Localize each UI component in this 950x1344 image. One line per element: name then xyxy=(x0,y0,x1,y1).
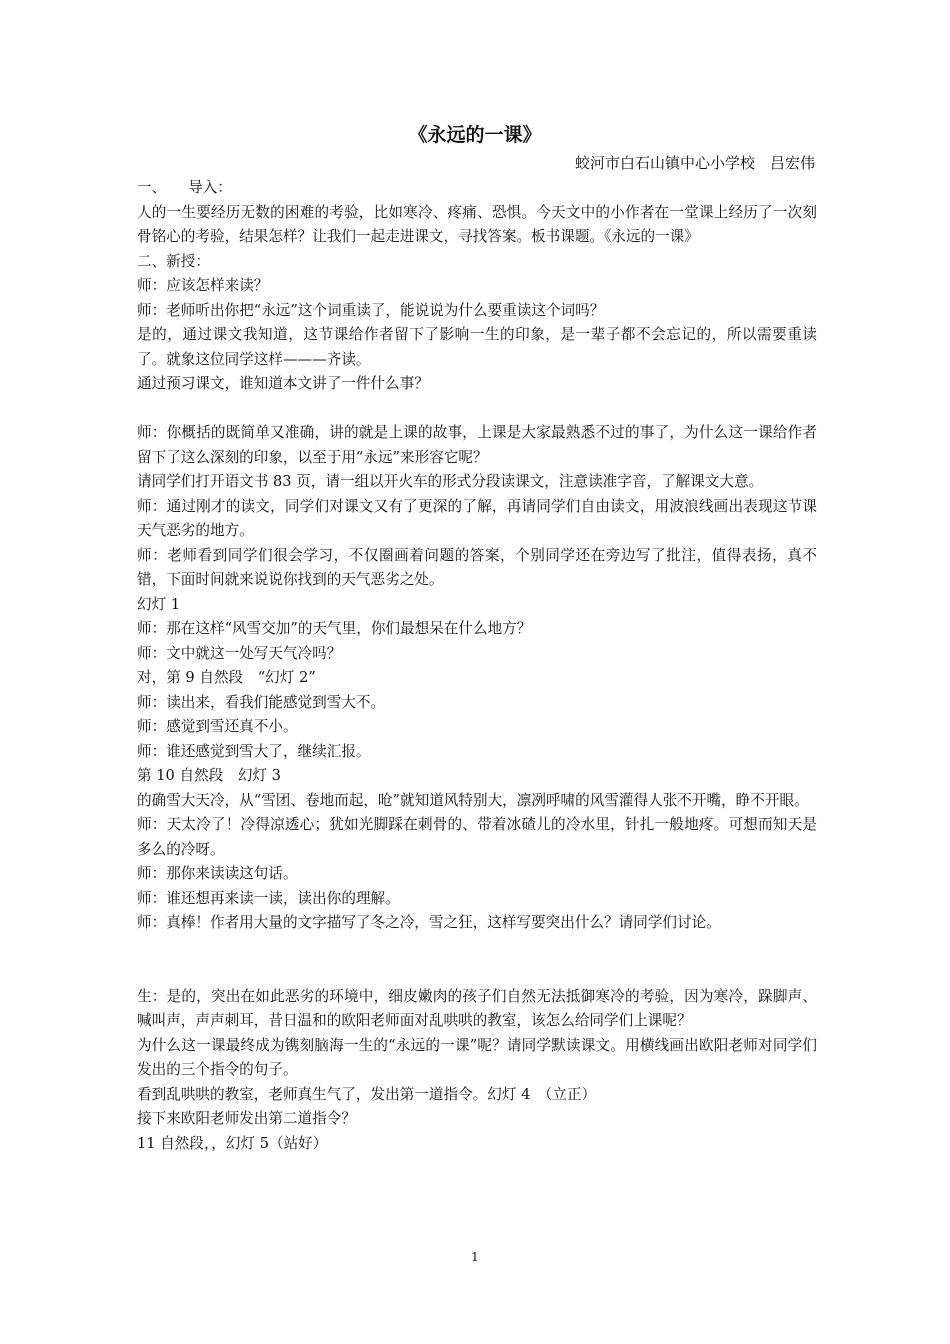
paragraph: 师：应该怎样来读？ xyxy=(137,277,269,294)
paragraph: 人的一生要经历无数的困难的考验，比如寒冷、疼痛、恐惧。今天文中的小作者在一堂课上经历了一次刻骨铭心的考验，结果怎样？让我们一起走进课文，寻找答案。板书课题。《永远的一课》 xyxy=(137,203,817,245)
blank-line xyxy=(137,397,817,422)
document-title: 《永远的一课》 xyxy=(408,124,542,146)
paragraph: 师：谁还感觉到雪大了，继续汇报。 xyxy=(137,742,371,760)
paragraph: 师：那你来读读这句话。 xyxy=(137,865,298,882)
paragraph: 接下来欧阳老师发出第二道指令？ xyxy=(137,1110,356,1127)
page-number: 1 xyxy=(471,1250,479,1264)
paragraph: 的确雪大天冷，从“雪团、卷地而起，呛”就知道风特别大，凛冽呼啸的风雪灌得人张不开嘴，睁不开眼。 xyxy=(137,791,809,809)
paragraph: 师：那在这样“风雪交加”的天气里，你们最想呆在什么地方？ xyxy=(137,620,532,637)
paragraph: 师：通过刚才的读文，同学们对课文又有了更深的了解，再请同学们自由读文，用波浪线画出表现这节课天气恶劣的地方。 xyxy=(137,497,817,539)
document-body xyxy=(137,176,817,1156)
paragraph: 师：文中就这一处写天气冷吗？ xyxy=(137,644,342,662)
paragraph: 师：谁还想再来读一读，读出你的理解。 xyxy=(137,889,400,907)
paragraph: 为什么这一课最终成为镌刻脑海一生的“永远的一课”呢？请同学默读课文。用横线画出欧阳老师对同学们发出的三个指令的句子。 xyxy=(137,1036,817,1078)
paragraph: 幻灯 1 xyxy=(137,595,181,613)
paragraph: 看到乱哄哄的教室，老师真生气了，发出第一道指令。幻灯 4 （立正） xyxy=(137,1085,597,1103)
paragraph: 11 自然段，，幻灯 5（站好） xyxy=(137,1134,328,1152)
blank-lines xyxy=(137,936,817,985)
paragraph: 对，第 9 自然段 “幻灯 2” xyxy=(137,669,316,686)
paragraph: 师：天太冷了！冷得凉透心；犹如光脚踩在刺骨的、带着冰碴儿的冷水里，针扎一般地疼。可想而知天是多么的冷呀。 xyxy=(137,816,817,858)
paragraph: 师：读出来，看我们能感觉到雪大不。 xyxy=(137,693,386,711)
paragraph: 请同学们打开语文书 83 页，请一组以开火车的形式分段读课文，注意读准字音，了解课文大意。 xyxy=(137,473,764,490)
section-heading-intro: 一、 导入： xyxy=(137,179,232,196)
paragraph: 师：真棒！作者用大量的文字描写了冬之冷，雪之狂，这样写要突出什么？请同学们讨论。 xyxy=(137,914,721,931)
paragraph: 师：你概括的既简单又准确，讲的就是上课的故事，上课是大家最熟悉不过的事了，为什么这一课给作者留下了这么深刻的印象，以至于用“永远”来形容它呢？ xyxy=(137,424,817,466)
paragraph: 师：感觉到雪还真不小。 xyxy=(137,718,298,735)
paragraph: 第 10 自然段 幻灯 3 xyxy=(137,767,281,784)
paragraph: 生：是的，突出在如此恶劣的环境中，细皮嫩肉的孩子们自然无法抵御寒冷的考验，因为寒冷，跺脚声、喊叫声，声声刺耳，昔日温和的欧阳老师面对乱哄哄的教室，该怎么给同学们上课呢？ xyxy=(137,987,817,1029)
paragraph: 是的，通过课文我知道，这节课给作者留下了影响一生的印象，是一辈子都不会忘记的，所以需要重读了。就象这位同学这样———齐读。 xyxy=(137,326,817,368)
paragraph: 通过预习课文，谁知道本文讲了一件什么事？ xyxy=(137,375,429,392)
paragraph: 师：老师看到同学们很会学习，不仅圈画着问题的答案，个别同学还在旁边写了批注，值得表扬，真不错，下面时间就来说说你找到的天气恶劣之处。 xyxy=(137,546,817,588)
section-heading-new-lesson: 二、新授： xyxy=(137,252,210,270)
author-line: 蛟河市白石山镇中心小学校 吕宏伟 xyxy=(574,154,815,172)
paragraph: 师：老师听出你把“永远”这个词重读了，能说说为什么要重读这个词吗？ xyxy=(137,301,605,319)
